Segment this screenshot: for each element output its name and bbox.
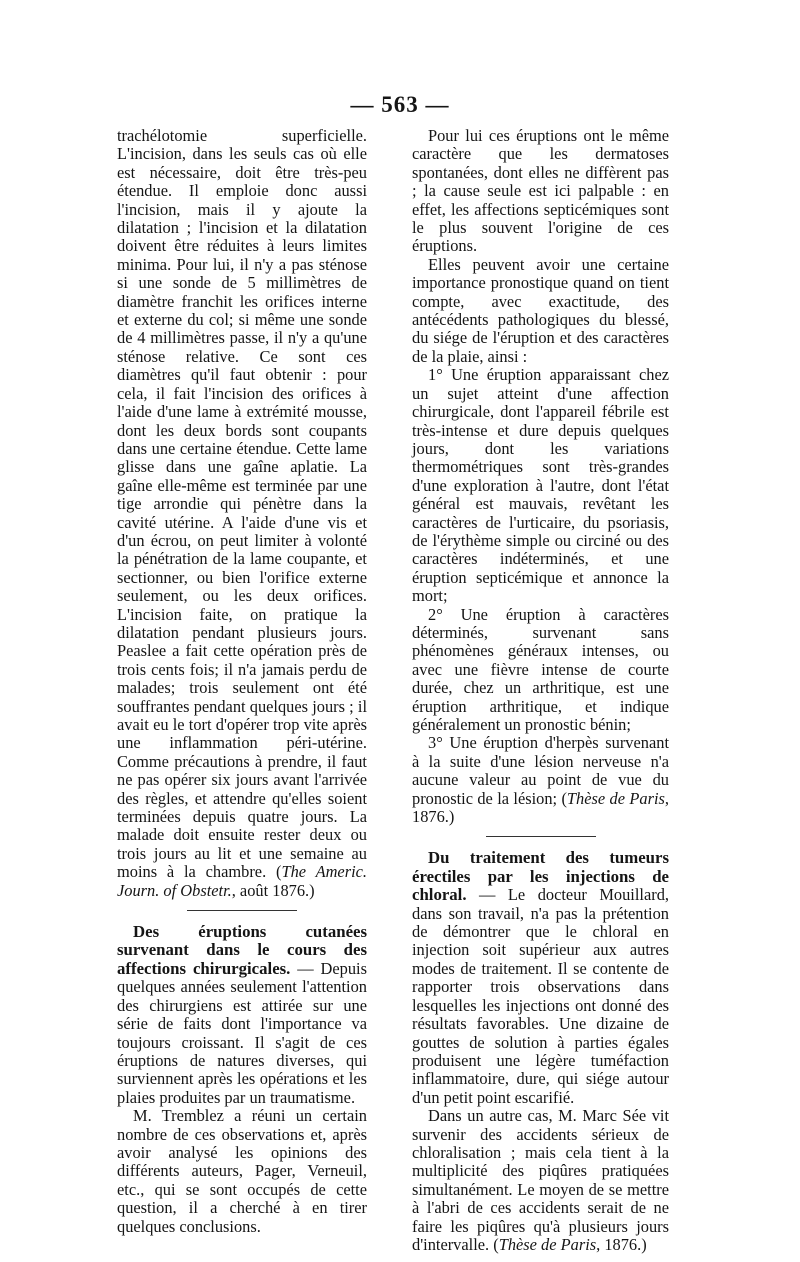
left-paragraph-2 [117, 923, 367, 1107]
section-heading-eruptions: Des éruptions cutanées survenant dans le cours des affections chirurgicales. [117, 922, 367, 978]
section-divider [486, 836, 596, 837]
right-p5-end: , 1876.) [412, 788, 669, 827]
section-heading-tumeurs: Du traitement des tumeurs érectiles par les injections de chloral. [412, 848, 669, 905]
right-paragraph-5 [412, 734, 669, 826]
left-paragraph-3: M. Tremblez a réuni un certain nombre de ces observations et, après avoir analysé les opinions des différents auteurs, Pager, Verneuil, etc., qui se sont occupés de cette question, il a cherché à en tirer quelques conclusions. [117, 1106, 367, 1236]
left-p1-end: , août 1876.) [231, 880, 315, 900]
right-paragraph-7 [412, 1107, 669, 1254]
left-p1-text: trachélotomie superficielle. L'incision, dans les seuls cas où elle est nécessaire, doit être très-peu étendue. Il emploie donc aussi l'incision, mais il y ajoute la dilatation ; l'incision et la dilatation doivent être réduites à leurs limites minima. Pour lui, il n'y a pas sténose si une sonde de 5 millimètres de diamètre franchit les orifices interne et externe du col; si même une sonde de 4 millimètres passe, il n'y a qu'une sténose relative. Ce sont ces diamètres qu'il faut obtenir : pour cela, il fait l'incision des orifices à l'aide d'une lame à extrémité mousse, dont les deux bords sont coupants dans une certaine étendue. Cette lame glisse dans une gaîne aplatie. La gaîne elle-même est terminée par une tige arrondie qui pénètre dans la cavité utérine. A l'aide d'une vis et d'un écrou, on peut limiter à volonté la pénétration de la lame coupante, et sectionner, ou bien l'orifice externe seulement, ou les deux orifices. L'incision faite, on pratique la dilatation pendant plusieurs jours. Peaslee a fait cette opération près de trois cents fois; il n'a jamais perdu de malades; trois seulement ont été souffrantes pendant quelques jours ; il avait eu le tort d'opérer trop vite après une inflammation péri-utérine. Comme précautions à prendre, il faut ne pas opérer six jours avant l'arrivée des règles, et attendre qu'elles soient terminées depuis quatre jours. La malade doit ensuite rester deux ou trois jours au lit et une semaine au moins à la chambre. ( [117, 126, 367, 882]
left-p1-source: The Americ. Journ. of Obstetr. [117, 862, 367, 900]
right-p5-source: Thèse de Paris [566, 788, 665, 808]
right-paragraph-3: 1° Une éruption apparaissant chez un sujet atteint d'une affection chirurgicale, dont l'appareil fébrile est très-intense et dure depuis quelques jours, dont les variations thermométriques sont très-grandes d'une exploration à l'autre, dont l'état général est mauvais, revêtant les caractères de l'urticaire, du psoriasis, de l'érythème simple ou circiné ou des caractères indéterminés, et une éruption septicémique et annonce la mort; [412, 365, 669, 606]
right-paragraph-1: Pour lui ces éruptions ont le même caractère que les dermatoses spontanées, dont elles ne diffèrent pas ; la cause seule est ici palpable : en effet, les affections septicémiques sont le plus souvent l'origine de ces éruptions. [412, 126, 669, 256]
right-p7-end: , 1876.) [596, 1234, 647, 1254]
right-paragraph-6 [412, 849, 669, 1107]
left-column [117, 127, 367, 1236]
right-paragraph-4: 2° Une éruption à caractères déterminés, survenant sans phénomènes généraux intenses, ou avec une fièvre intense de courte durée, chez un arthritique, est une éruption arthritique, et indique généralement un pronostic bénin; [412, 604, 669, 734]
right-paragraph-2: Elles peuvent avoir une certaine importance pronostique quand on tient compte, avec exactitude, des antécédents pathologiques du blessé, du siége de l'éruption et des caractères de la plaie, ainsi : [412, 254, 669, 366]
right-p7-source: Thèse de Paris [498, 1234, 597, 1254]
page-number: — 563 — [350, 92, 450, 117]
left-p2-text: — Depuis quelques années seulement l'attention des chirurgiens est attirée sur une série de faits dont l'importance va toujours croissant. Il s'agit de ces éruptions de natures diverses, qui surviennent après les opérations et les plaies produites par un traumatisme. [117, 958, 367, 1107]
section-divider [187, 910, 297, 911]
left-paragraph-1 [117, 127, 367, 900]
right-p5-text: 3° Une éruption d'herpès survenant à la suite d'une lésion nerveuse n'a aucune valeur au point de vue du pronostic de la lésion; ( [412, 733, 669, 808]
right-p7-text: Dans un autre cas, M. Marc Sée vit survenir des accidents sérieux de chloralisation ; mais cela tient à la multiplicité des piqûres pratiquées simultanément. Le moyen de se mettre à l'abri de ces accidents serait de ne faire les piqûres qu'à plusieurs jours d'intervalle. ( [412, 1106, 669, 1254]
right-p6-text: — Le docteur Mouillard, dans son travail, n'a pas la prétention de démontrer que le chloral en injection soit supérieur aux autres modes de traitement. Il se contente de rapporter trois observations dans lesquelles les injections ont donné des résultats favorables. Une dizaine de gouttes de solution à parties égales produisent une légère tuméfaction inflammatoire, dure, qui siége autour d'un petit point escarifié. [412, 885, 669, 1107]
right-column [412, 127, 669, 1254]
